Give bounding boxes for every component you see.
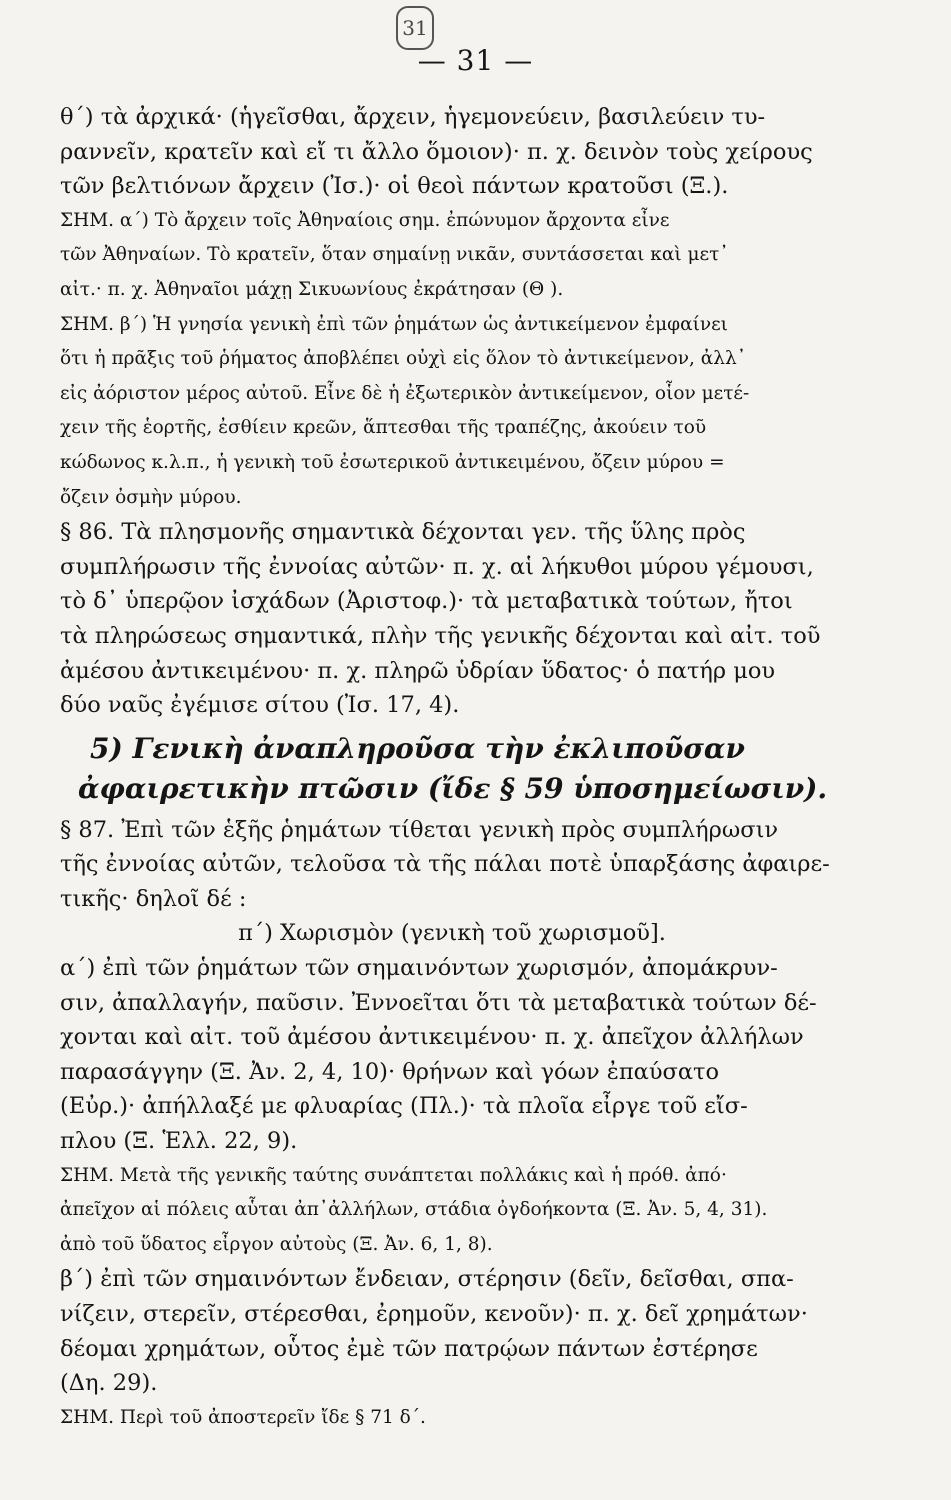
text-line: δέομαι χρημάτων, οὗτος ἐμὲ τῶν πατρῴων πάντων ἐστέρησε (60, 1335, 758, 1362)
text-line: νίζειν, στερεῖν, στέρεσθαι, ἐρημοῦν, κενοῦν)· π. χ. δεῖ χρημάτων· (60, 1301, 808, 1327)
text-line: § 87. Ἐπὶ τῶν ἑξῆς ῥημάτων τίθεται γενικὴ πρὸς συμπλήρωσιν (60, 816, 779, 843)
text-line: πλου (Ξ. Ἑλλ. 22, 9). (60, 1128, 298, 1155)
text-block-section-87 (60, 813, 844, 1436)
text-line: τῆς ἐννοίας αὐτῶν, τελοῦσα τὰ τῆς πάλαι ποτὲ ὑπαρξάσης ἀφαιρε- (60, 851, 830, 878)
text-line: παρασάγγην (Ξ. Ἀν. 2, 4, 10)· θρήνων καὶ γόων ἐπαύσατο (60, 1058, 720, 1085)
text-line: ὄζειν ὀσμὴν μύρου. (60, 486, 242, 508)
text-line: εἰς ἀόριστον μέρος αὐτοῦ. Εἶνε δὲ ἡ ἐξωτερικὸν ἀντικείμενον, οἷον μετέ- (60, 382, 750, 404)
text-line: ἀπὸ τοῦ ὕδατος εἶργον αὐτοὺς (Ξ. Ἀν. 6, 1, 8). (60, 1233, 493, 1255)
section-heading-line-2: ἀφαιρετικὴν πτῶσιν (ἴδε § 59 ὑποσημείωσιν). (78, 771, 828, 805)
text-line: τὸ δ᾽ ὑπερῷον ἰσχάδων (Ἀριστοφ.)· τὰ μεταβατικὰ τούτων, ἤτοι (60, 588, 793, 615)
text-line: § 86. Τὰ πλησμονῆς σημαντικὰ δέχονται γεν. τῆς ὕλης πρὸς (60, 519, 746, 546)
text-line: ΣΗΜ. α΄) Τὸ ἄρχειν τοῖς Ἀθηναίοις σημ. ἐπώνυμον ἄρχοντα εἶνε (60, 209, 670, 231)
text-line: σιν, ἀπαλλαγήν, παῦσιν. Ἐννοεῖται ὅτι τὰ μεταβατικὰ τούτων δέ- (60, 989, 817, 1016)
text-line: δύο ναῦς ἐγέμισε σίτου (Ἰσ. 17, 4). (60, 692, 460, 719)
text-line: συμπλήρωσιν τῆς ἐννοίας αὐτῶν· π. χ. αἱ λήκυθοι μύρου γέμουσι, (60, 553, 814, 580)
text-line: ΣΗΜ. β΄) Ἡ γνησία γενικὴ ἐπὶ τῶν ῥημάτων ὡς ἀντικείμενον ἐμφαίνει (60, 313, 728, 335)
text-line: χειν τῆς ἑορτῆς, ἐσθίειν κρεῶν, ἅπτεσθαι τῆς τραπέζης, ἀκούειν τοῦ (60, 417, 707, 439)
text-line: τὰ πληρώσεως σημαντικά, πλὴν τῆς γενικῆς δέχονται καὶ αἰτ. τοῦ (60, 622, 821, 649)
text-line: θ΄) τὰ ἀρχικά· (ἡγεῖσθαι, ἄρχειν, ἡγεμονεύειν, βασιλεύειν τυ- (60, 104, 766, 130)
text-line: ΣΗΜ. Περὶ τοῦ ἀποστερεῖν ἴδε § 71 δ΄. (60, 1406, 426, 1428)
text-line: π΄) Χωρισμὸν (γενικὴ τοῦ χωρισμοῦ]. (238, 920, 666, 947)
page-stamp: 31 (396, 6, 434, 50)
text-line: (Δη. 29). (60, 1370, 158, 1397)
section-heading-line-1: 5) Γενικὴ ἀναπληροῦσα τὴν ἐκλιποῦσαν (90, 731, 745, 765)
text-line: χονται καὶ αἰτ. τοῦ ἀμέσου ἀντικειμένου· π. χ. ἀπεῖχον ἀλλήλων (60, 1024, 804, 1051)
text-line: αἰτ.· π. χ. Ἀθηναῖοι μάχῃ Σικυωνίους ἐκράτησαν (Θ ). (60, 278, 564, 300)
page-number: — 31 — (417, 44, 534, 77)
text-line: ραννεῖν, κρατεῖν καὶ εἴ τι ἄλλο ὅμοιον)· π. χ. δεινὸν τοὺς χείρους (60, 138, 813, 165)
page-text (60, 100, 844, 1435)
text-line: (Εὐρ.)· ἀπήλλαξέ με φλυαρίας (Πλ.)· τὰ πλοῖα εἶργε τοῦ εἴσ- (60, 1093, 748, 1120)
text-line: ΣΗΜ. Μετὰ τῆς γενικῆς ταύτης συνάπτεται πολλάκις καὶ ἡ πρόθ. ἀπό· (60, 1164, 727, 1186)
text-line: τῶν βελτιόνων ἄρχειν (Ἰσ.)· οἱ θεοὶ πάντων κρατοῦσι (Ξ.). (60, 173, 729, 200)
text-line: ὅτι ἡ πρᾶξις τοῦ ῥήματος ἀποβλέπει οὐχὶ εἰς ὅλον τὸ ἀντικείμενον, ἀλλ᾽ (60, 348, 746, 370)
text-line: τικῆς· δηλοῖ δέ : (60, 885, 247, 912)
text-line: ἀπεῖχον αἱ πόλεις αὗται ἀπ᾽ἀλλήλων, στάδια ὀγδοήκοντα (Ξ. Ἀν. 5, 4, 31). (60, 1199, 768, 1221)
text-line: ἀμέσου ἀντικειμένου· π. χ. πληρῶ ὑδρίαν ὕδατος· ὁ πατήρ μου (60, 657, 776, 684)
text-line: α΄) ἐπὶ τῶν ῥημάτων τῶν σημαινόντων χωρισμόν, ἀπομάκρυν- (60, 955, 778, 982)
text-block-section-86 (60, 100, 844, 723)
text-line: κώδωνος κ.λ.π., ἡ γενικὴ τοῦ ἐσωτερικοῦ ἀντικειμένου, ὄζειν μύρου = (60, 451, 725, 473)
text-line: β΄) ἐπὶ τῶν σημαινόντων ἔνδειαν, στέρησιν (δεῖν, δεῖσθαι, σπα- (60, 1266, 794, 1293)
text-line: τῶν Ἀθηναίων. Τὸ κρατεῖν, ὅταν σημαίνῃ νικᾶν, συντάσσεται καὶ μετ᾽ (60, 244, 729, 266)
